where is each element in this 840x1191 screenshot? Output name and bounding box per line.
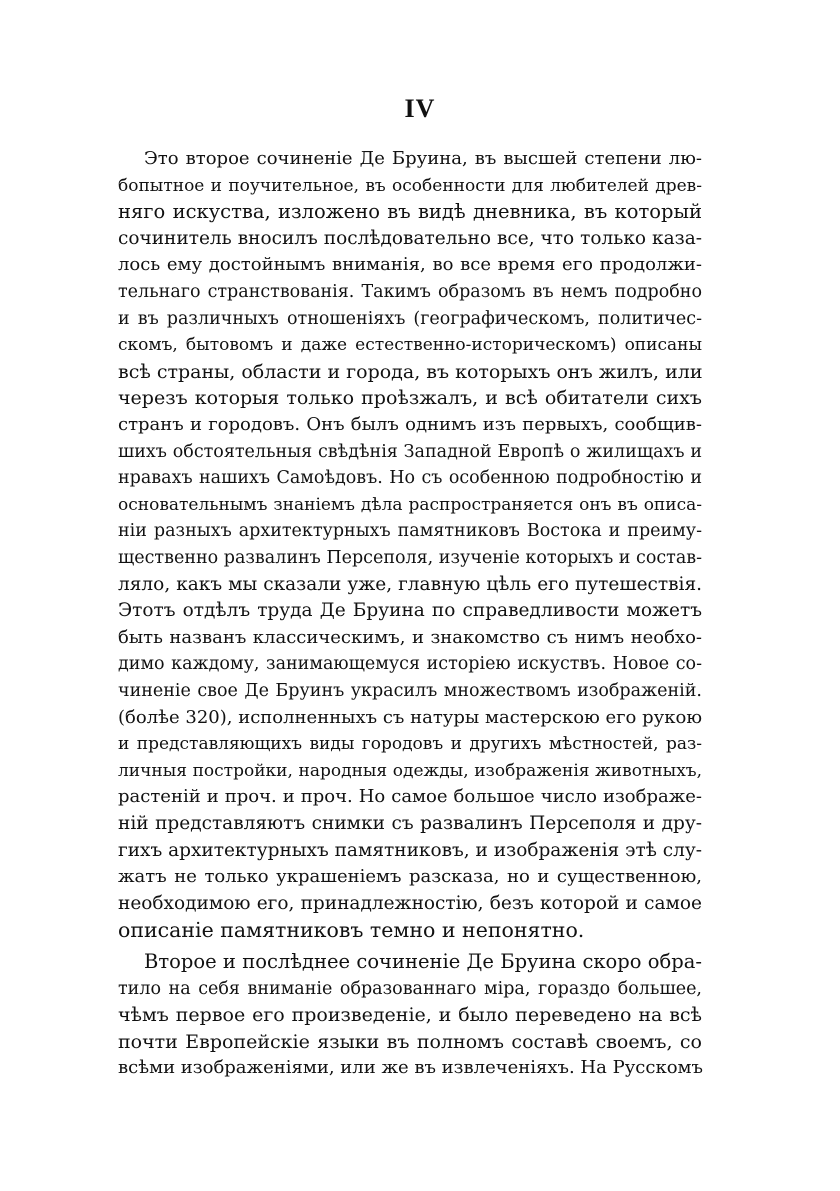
text-line: лось ему достойнымъ вниманія, во все время его продолжи-: [118, 254, 702, 276]
text-line: чѣмъ первое его произведеніе, и было переведено на всѣ: [118, 1004, 702, 1027]
text-line: бопытное и поучительное, въ особенности для любителей древ-: [118, 175, 702, 196]
text-line: гихъ архитектурныхъ памятниковъ, и изображенія этѣ слу-: [118, 839, 702, 861]
text-line: почти Европейскіе языки въ полномъ составѣ своемъ, со: [118, 1030, 702, 1053]
text-line: ній представляютъ снимки съ развалинъ Персеполя и дру-: [118, 813, 702, 834]
text-line: сочинитель вносилъ послѣдовательно все, что только каза-: [118, 227, 702, 249]
text-line: жатъ не только украшеніемъ разсказа, но и существенною,: [118, 866, 702, 888]
text-line: няго искуства, изложено въ видѣ дневника, въ который: [118, 200, 702, 224]
text-line: и въ различныхъ отношеніяхъ (географическомъ, политичес-: [118, 308, 702, 329]
text-line: личныя постройки, народныя одежды, изображенія животныхъ,: [118, 760, 702, 781]
page-number: IV: [404, 94, 436, 123]
text-line: Второе и послѣднее сочиненіе Де Бруина скоро обра-: [144, 950, 702, 973]
text-line: и представляющихъ виды городовъ и другихъ мѣстностей, раз-: [118, 734, 702, 755]
text-line: нравахъ нашихъ Самоѣдовъ. Но съ особенною подробностію и: [118, 468, 702, 489]
text-line: тило на себя вниманіе образованнаго міра, гораздо большее,: [118, 978, 702, 999]
text-line: Это второе сочиненіе Де Бруина, въ высшей степени лю-: [144, 148, 702, 169]
text-line: чиненіе свое Де Бруинъ украсилъ множествомъ изображеній.: [118, 681, 702, 701]
text-line: ляло, какъ мы сказали уже, главную цѣль его путешествія.: [118, 573, 702, 595]
text-line: Этотъ отдѣлъ труда Де Бруина по справедливости можетъ: [118, 600, 702, 622]
text-line: тельнаго странствованія. Такимъ образомъ въ немъ подробно: [118, 282, 702, 302]
text-line: всѣми изображеніями, или же въ извлеченіяхъ. На Русскомъ: [118, 1057, 703, 1079]
text-line: необходимою его, принадлежностію, безъ которой и самое: [118, 892, 702, 914]
text-line: основательнымъ знаніемъ дѣла распространяется онъ въ описа-: [118, 494, 702, 515]
text-line: быть названъ классическимъ, и знакомство съ нимъ необхо-: [118, 626, 702, 648]
text-line: скомъ, бытовомъ и даже естественно-историческомъ) описаны: [118, 335, 702, 356]
text-line: димо каждому, занимающемуся исторіею искуствъ. Новое со-: [118, 654, 702, 675]
text-line: щественно развалинъ Персеполя, изученіе которыхъ и состав-: [118, 548, 703, 568]
text-line: всѣ страны, области и города, въ которыхъ онъ жилъ, или: [118, 360, 703, 383]
text-line: странъ и городовъ. Онъ былъ однимъ изъ первыхъ, сообщив-: [118, 414, 702, 435]
text-line: ніи разныхъ архитектурныхъ памятниковъ Востока и преиму-: [118, 521, 702, 542]
text-line: (болѣе 320), исполненныхъ съ натуры мастерскою его рукою: [118, 706, 702, 728]
text-line: черезъ которыя только проѣзжалъ, и всѣ обитатели сихъ: [118, 387, 702, 410]
text-line: шихъ обстоятельныя свѣдѣнія Западной Европѣ о жилищахъ и: [118, 441, 702, 462]
text-line: описаніе памятниковъ темно и непонятно.: [118, 918, 585, 943]
text-line: растеній и проч. и проч. Но самое большое число изображе-: [118, 786, 702, 808]
